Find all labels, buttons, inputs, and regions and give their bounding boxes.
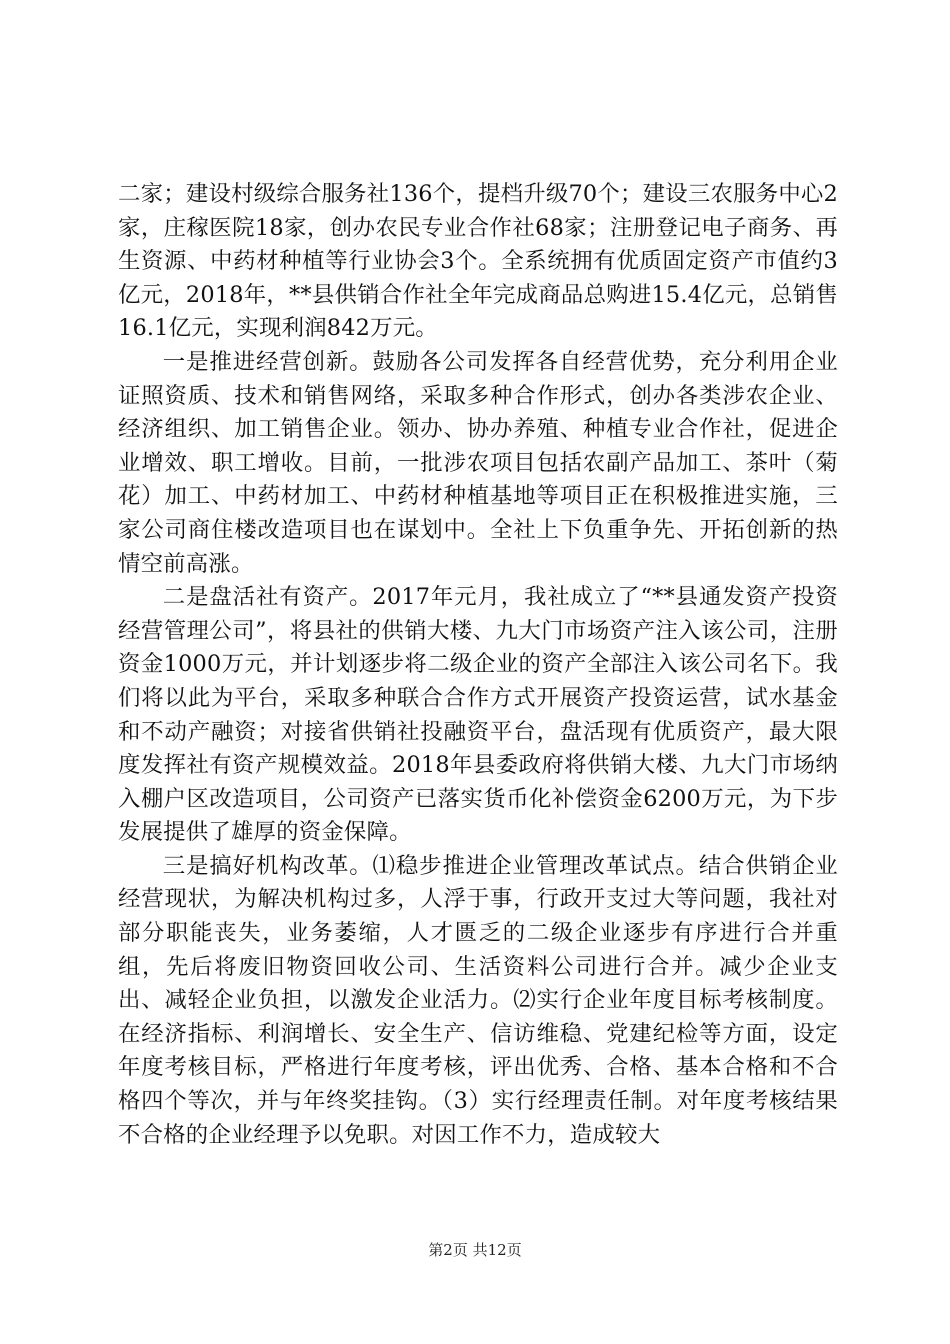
document-body (118, 178, 838, 1152)
paragraph-operation-innovation: 一是推进经营创新。鼓励各公司发挥各自经营优势，充分利用企业证照资质、技术和销售网络，采取多种合作形式，创办各类涉农企业、经济组织、加工销售企业。领办、协办养殖、种植专业合作社，促进企业增效、职工增收。目前，一批涉农项目包括农副产品加工、茶叶（菊花）加工、中药材加工、中药材种植基地等项目正在积极推进实施，三家公司商住楼改造项目也在谋划中。全社上下负重争先、开拓创新的热情空前高涨。 (118, 348, 838, 577)
paragraph-continuation: 二家；建设村级综合服务社136个，提档升级70个；建设三农服务中心2家，庄稼医院18家，创办农民专业合作社68家；注册登记电子商务、再生资源、中药材种植等行业协会3个。全系统拥有优质固定资产市值约3亿元，2018年，**县供销合作社全年完成商品总购进15.4亿元，总销售16.1亿元，实现利润842万元。 (118, 181, 838, 342)
paragraph-asset-revitalization: 二是盘活社有资产。2017年元月，我社成立了“**县通发资产投资经营管理公司”，将县社的供销大楼、九大门市场资产注入该公司，注册资金1000万元，并计划逐步将二级企业的资产全部注入该公司名下。我们将以此为平台，采取多种联合合作方式开展资产投资运营，试水基金和不动产融资；对接省供销社投融资平台，盘活现有优质资产，最大限度发挥社有资产规模效益。2018年县委政府将供销大楼、九大门市场纳入棚户区改造项目，公司资产已落实货币化补偿资金6200万元，为下步发展提供了雄厚的资金保障。 (118, 584, 838, 846)
page-footer (0, 1240, 950, 1260)
page-number: 第2页 共12页 (428, 1241, 522, 1259)
paragraph-institutional-reform: 三是搞好机构改革。⑴稳步推进企业管理改革试点。结合供销企业经营现状，为解决机构过多，人浮于事，行政开支过大等问题，我社对部分职能丧失，业务萎缩，人才匮乏的二级企业逐步有序进行合并重组，先后将废旧物资回收公司、生活资料公司进行合并。减少企业支出、减轻企业负担，以激发企业活力。⑵实行企业年度目标考核制度。在经济指标、利润增长、安全生产、信访维稳、党建纪检等方面，设定年度考核目标，严格进行年度考核，评出优秀、合格、基本合格和不合格四个等次，并与年终奖挂钩。（3）实行经理责任制。对年度考核结果不合格的企业经理予以免职。对因工作不力，造成较大 (118, 852, 838, 1148)
